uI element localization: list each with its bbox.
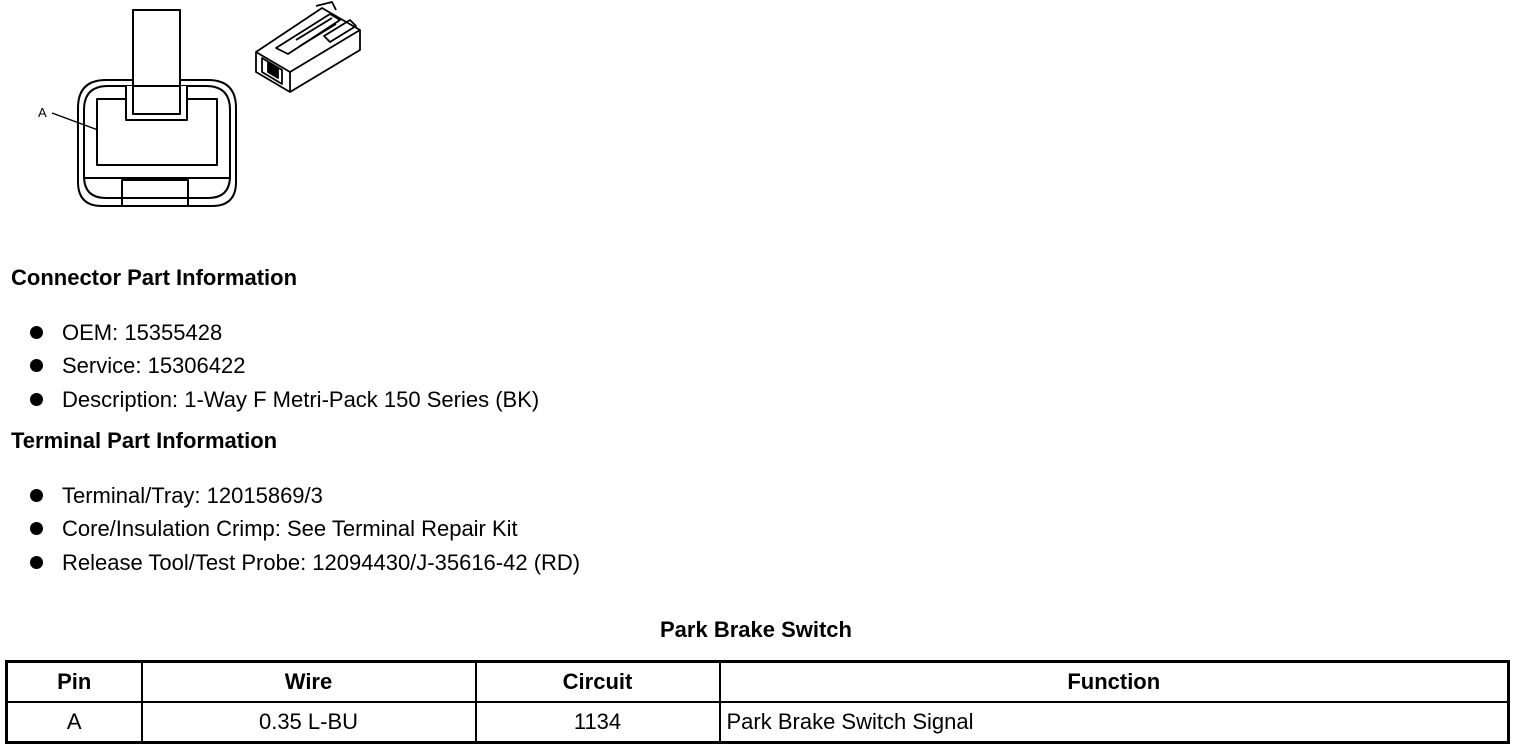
list-item (28, 479, 580, 512)
bullet-icon (30, 393, 43, 406)
bullet-icon (30, 489, 43, 502)
cell-pin: A (7, 702, 142, 743)
bullet-icon (30, 522, 43, 535)
terminal-part-heading: Terminal Part Information (11, 428, 278, 453)
cell-circuit: 1134 (476, 702, 720, 743)
header-wire: Wire (142, 662, 476, 703)
connector-part-heading: Connector Part Information (11, 265, 298, 290)
terminal-tray: Terminal/Tray: 12015869/3 (62, 483, 323, 508)
terminal-release-tool: Release Tool/Test Probe: 12094430/J-35616-42 (RD) (62, 549, 581, 575)
table-title: Park Brake Switch (660, 617, 852, 642)
connector-service: Service: 15306422 (62, 353, 246, 379)
list-item (28, 546, 580, 579)
connector-oem: OEM: 15355428 (62, 320, 223, 345)
pin-a-leader (52, 113, 98, 130)
list-item (28, 512, 580, 545)
list-item (28, 349, 539, 382)
pinout-table (5, 660, 1510, 744)
list-item (28, 316, 539, 349)
cell-wire: 0.35 L-BU (142, 702, 476, 743)
cell-function: Park Brake Switch Signal (720, 702, 1509, 743)
header-pin: Pin (7, 662, 142, 703)
header-circuit: Circuit (476, 662, 720, 703)
bullet-icon (30, 359, 43, 372)
bullet-icon (30, 326, 43, 339)
pin-a-label: A (38, 105, 47, 120)
connector-isometric-view (256, 2, 360, 92)
table-row (7, 702, 1509, 743)
terminal-part-list (28, 479, 580, 579)
list-item (28, 383, 539, 416)
connector-description: Description: 1-Way F Metri-Pack 150 Series (BK) (62, 386, 540, 412)
header-function: Function (720, 662, 1509, 703)
bullet-icon (30, 556, 43, 569)
table-header-row (7, 662, 1509, 703)
connector-illustration (0, 0, 380, 215)
connector-part-list (28, 316, 539, 416)
terminal-crimp: Core/Insulation Crimp: See Terminal Repair Kit (62, 516, 518, 542)
connector-bottom-lip (122, 180, 188, 206)
